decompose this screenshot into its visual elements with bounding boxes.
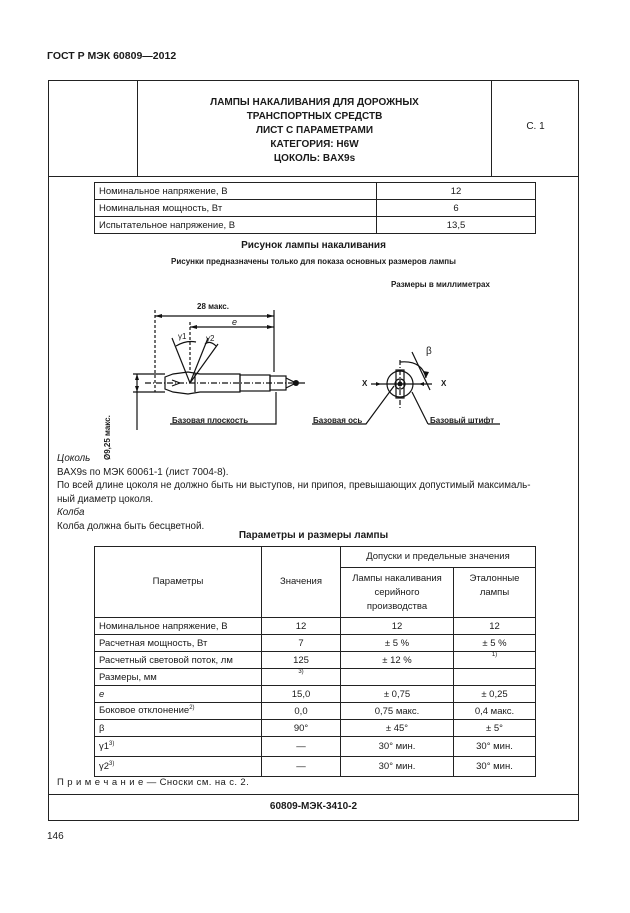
- x-right-label: X: [441, 379, 447, 388]
- table-row: Расчетный световой поток, лм 125 ± 12 % 1): [95, 652, 536, 669]
- table-row: β 90° ± 45° ± 5°: [95, 720, 536, 737]
- note-line: BAX9s по МЭК 60061-1 (лист 7004-8).: [57, 466, 229, 478]
- callout-axis: Базовая ось: [313, 416, 363, 425]
- note-line: По всей длине цоколя не должно быть ни выступов, ни припоя, превышающих допустимый максималь-: [57, 480, 531, 491]
- dim-e-label: e: [232, 317, 238, 327]
- table-note: П р и м е ч а н и е — Сноски см. на с. 2.: [57, 777, 250, 788]
- table-row: Расчетная мощность, Вт 7 ± 5 % ± 5 %: [95, 635, 536, 652]
- rating-value: 13,5: [377, 217, 536, 234]
- col-series: Лампы накаливания серийного производства: [341, 568, 454, 618]
- table-row: e 15,0 ± 0,75 ± 0,25: [95, 686, 536, 703]
- callout-plane: Базовая плоскость: [172, 416, 249, 425]
- table-row: γ1$^{3)}$ — 30° мин. 30° мин.: [95, 737, 536, 757]
- sheet-number: С. 1: [526, 121, 545, 132]
- page-number: 146: [47, 831, 64, 842]
- bulb-heading: Колба: [57, 507, 85, 518]
- table-row: γ2$^{3)}$ — 30° мин. 30° мин.: [95, 757, 536, 777]
- table-row: Размеры, мм 3): [95, 669, 536, 686]
- note-line: Колба должна быть бесцветной.: [57, 520, 205, 532]
- table-header-row: [95, 547, 536, 568]
- standard-title: ГОСТ Р МЭК 60809—2012: [47, 50, 177, 62]
- cap-notes: [57, 452, 577, 533]
- cap-heading: Цоколь: [57, 453, 91, 464]
- col-params: Параметры: [95, 547, 262, 618]
- callout-pin: Базовый штифт: [430, 416, 495, 425]
- units-note: Размеры в миллиметрах: [391, 280, 490, 289]
- sheet-code: 60809-МЭК-3410-2: [269, 801, 358, 812]
- dim-length-label: 28 макс.: [197, 302, 229, 311]
- rating-label: Номинальная мощность, Вт: [95, 200, 377, 217]
- col-tolerances: Допуски и предельные значения: [341, 547, 536, 568]
- figure-title: Рисунок лампы накаливания: [241, 240, 386, 251]
- x-left-label: X: [362, 379, 368, 388]
- gamma2-label: γ2: [206, 334, 215, 343]
- rating-value: 6: [377, 200, 536, 217]
- rating-value: 12: [377, 183, 536, 200]
- rating-label: Испытательное напряжение, В: [95, 217, 377, 234]
- table-row: Номинальное напряжение, В 12 12 12: [95, 618, 536, 635]
- note-line: ный диаметр цоколя.: [57, 493, 154, 505]
- divider: [48, 794, 579, 795]
- table-row: Боковое отклонение$^{2)}$ 0,0 0,75 макс. 0,4 макс.: [95, 703, 536, 720]
- dim-diameter-label: Ø9,25 макс.: [103, 415, 112, 460]
- col-values: Значения: [262, 547, 341, 618]
- gamma1-label: γ1: [178, 332, 187, 341]
- params-title: Параметры и размеры лампы: [238, 530, 389, 541]
- col-ref: Эталонные лампы: [454, 568, 536, 618]
- beta-label: β: [426, 346, 432, 357]
- figure-subtitle: Рисунки предназначены только для показа основных размеров лампы: [171, 257, 456, 266]
- sheet-title: ЛАМПЫ НАКАЛИВАНИЯ ДЛЯ ДОРОЖНЫХ ТРАНСПОРТНЫХ СРЕДСТВ ЛИСТ С ПАРАМЕТРАМИ КАТЕГОРИЯ: H6W ЦОКОЛЬ: BAX9s: [210, 97, 419, 164]
- rating-label: Номинальное напряжение, В: [95, 183, 377, 200]
- params-table: [94, 546, 536, 777]
